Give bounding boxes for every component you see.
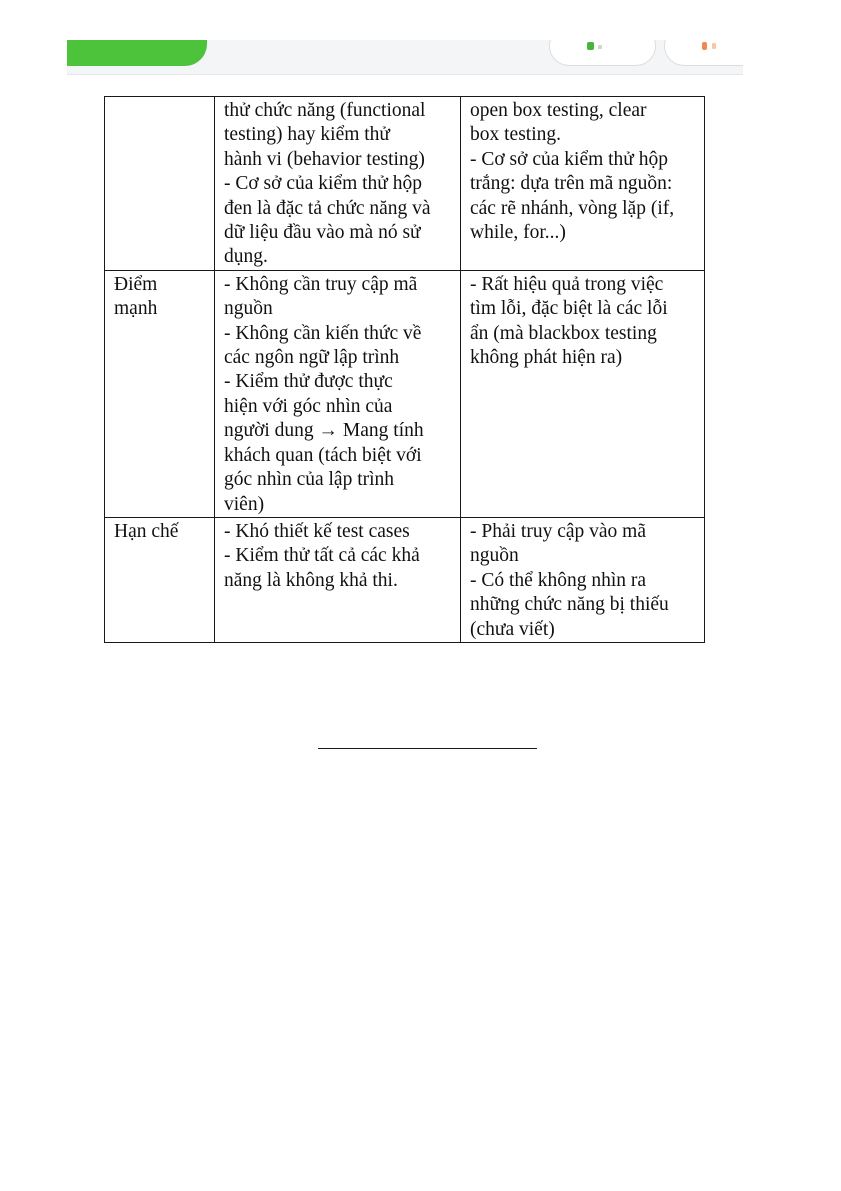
row-label: [105, 97, 215, 271]
toolbar-button[interactable]: [549, 40, 656, 66]
viewer-toolbar: [67, 40, 743, 75]
blackbox-cell: - Không cần truy cập mã nguồn - Không cần kiến thức về các ngôn ngữ lập trình - Kiểm thử được thực hiện với góc nhìn của người dung → Mang tính khách quan (tách biệt với góc nhìn của lập trình viên): [215, 270, 461, 517]
share-icon: [702, 42, 707, 50]
table-row: [105, 270, 705, 517]
whitebox-cell: - Rất hiệu quả trong việc tìm lỗi, đặc biệt là các lỗi ẩn (mà blackbox testing không phát hiện ra): [461, 270, 705, 517]
comparison-table: [104, 96, 705, 643]
row-label: Điểm mạnh: [105, 270, 215, 517]
whitebox-cell: - Phải truy cập vào mã nguồn - Có thể không nhìn ra những chức năng bị thiếu (chưa viết): [461, 517, 705, 642]
document-icon-detail: [598, 45, 602, 49]
table-row: [105, 517, 705, 642]
document-icon: [587, 42, 594, 50]
table-row: [105, 97, 705, 271]
separator-line: [318, 748, 537, 749]
whitebox-cell: open box testing, clear box testing. - Cơ sở của kiểm thử hộp trắng: dựa trên mã nguồn: các rẽ nhánh, vòng lặp (if, while, for...): [461, 97, 705, 271]
blackbox-cell: thử chức năng (functional testing) hay kiểm thử hành vi (behavior testing) - Cơ sở của kiểm thử hộp đen là đặc tả chức năng và dữ liệu đầu vào mà nó sử dụng.: [215, 97, 461, 271]
row-label: Hạn chế: [105, 517, 215, 642]
toolbar-button[interactable]: [664, 40, 743, 66]
blackbox-cell: - Khó thiết kế test cases - Kiểm thử tất cả các khả năng là không khả thi.: [215, 517, 461, 642]
brand-button[interactable]: [67, 40, 207, 66]
share-icon-detail: [712, 43, 716, 49]
